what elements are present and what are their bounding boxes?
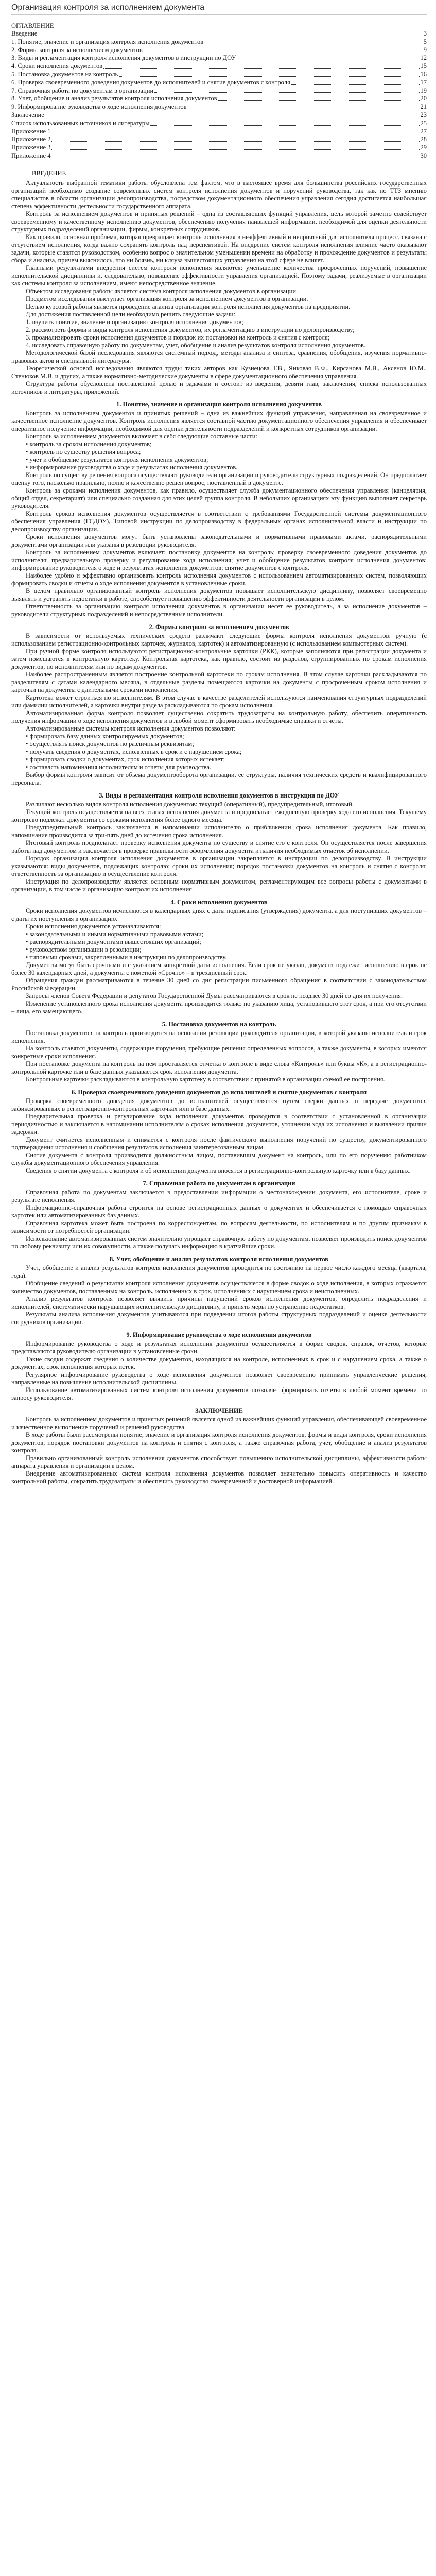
paragraph: Использование автоматизированных систем значительно упрощает справочную работу по документам, позволяет производить поиск документов по любому реквизиту или их совокупности, а также получать информацию в кратчайшие сроки. (11, 1234, 427, 1250)
paragraph: • распорядительными документами вышестоящих организаций; (26, 938, 201, 945)
section-heading: 7. Справочная работа по документам в организации (143, 1179, 295, 1187)
paragraph: Справочная картотека может быть построена по корреспондентам, по вопросам деятельности, по исполнителям и по другим признакам в зависимости от потребностей организации. (11, 1219, 427, 1234)
toc-item[interactable] (11, 120, 427, 128)
paragraph: 4. исследовать справочную работу по документам, учет, обобщение и анализ результатов контроля исполнения документов. (26, 341, 365, 349)
toc-item-label: 8. Учет, обобщение и анализ результатов контроля исполнения документов (11, 95, 217, 103)
toc-item-page: 3 (423, 30, 427, 37)
paragraph: Наиболее удобно и эффективно организовать контроль исполнения документов с использованием автоматизированных систем, позволяющих формировать сводки и отчеты о ходе исполнения документов в установленные сроки. (11, 571, 427, 587)
paragraph: В зависимости от используемых технических средств различают следующие формы контроля исполнения документов: ручную (с использованием регистрационно-контрольных карточек, журналов, картотек) и автоматизированную (с использованием компьютерных систем). (11, 632, 427, 647)
paragraph: • формировать сводки о документах, срок исполнения которых истекает; (26, 755, 225, 763)
paragraph: Главными результатами внедрения систем контроля исполнения являются: уменьшение количества просроченных поручений, повышение исполнительской дисциплины и, следовательно, повышение эффективности управления организацией. Поэтому задачи, реализуемые в организации как системы контроля за исполнением, имеют непосредственное значение. (11, 264, 427, 287)
toc-item-page: 12 (420, 54, 427, 62)
section-heading: 1. Понятие, значение и организация контроля исполнения документов (116, 400, 322, 408)
paragraph: Обобщение сведений о результатах контроля исполнения документов осуществляется в форме сводок о ходе исполнения, в которых отражается количество документов, поставленных на контроль, исполненных в срок, исполненных с нарушением срока и неисполненных. (11, 1279, 427, 1295)
paragraph: Картотека может строиться по исполнителям. В этом случае в качестве разделителей используются наименования структурных подразделений или фамилии исполнителей, а карточки внутри раздела раскладываются по срокам исполнения. (11, 693, 427, 709)
toc-item[interactable] (11, 71, 427, 79)
toc-item-page: 17 (420, 78, 427, 86)
toc-item-label: 4. Сроки исполнения документов (11, 62, 103, 70)
paragraph: • составлять напоминания исполнителям и отчеты для руководства. (26, 763, 212, 771)
toc-item[interactable] (11, 103, 427, 111)
paragraph: Различают несколько видов контроля исполнения документов: текущий (оперативный), предупредительный, итоговый. (26, 800, 354, 808)
section-heading: 3. Виды и регламентация контроля исполнения документов в инструкции по ДОУ (99, 791, 339, 799)
paragraph: Контроль за исполнением документов включает в себя следующие составные части: (26, 432, 257, 440)
paragraph: Информационно-справочная работа строится на основе регистрационных данных о документах и обеспечивается с помощью справочных картотек или автоматизированных баз данных. (11, 1204, 427, 1219)
paragraph: • контроль по существу решения вопроса; (26, 448, 141, 455)
paragraph: Контрольные карточки раскладываются в контрольную картотеку в соответствии с принятой в организации схемой ее построения. (26, 1075, 385, 1083)
paragraph: Предметом исследования выступает организация контроля за исполнением документов в организации. (26, 295, 308, 302)
paragraph: Сроки исполнения документов исчисляются в календарных днях с даты подписания (утверждения) документа, а для поступивших документов – с даты их поступления в организацию. (11, 907, 427, 922)
toc-item-label: Список использованных источников и литературы (11, 119, 150, 127)
paragraph: Контроль за исполнением документов и принятых решений – одна из важнейших функций управления, направленная на своевременное и качественное исполнение документов. Контроль исполнения является составной частью документационного обеспечения управления и обеспечивает оперативное получение информации, необходимой для оценки деятельности подразделений и конкретных сотрудников организации. (11, 409, 427, 432)
toc-item-page: 16 (420, 70, 427, 78)
paragraph: Постановка документов на контроль производится на основании резолюции руководителя организации, в которой указаны исполнитель и срок исполнения. (11, 1029, 427, 1044)
toc-item-label: 7. Справочная работа по документам в организации (11, 87, 154, 94)
paragraph: 2. рассмотреть формы и виды контроля исполнения документов, их регламентацию в инструкции по делопроизводству; (26, 326, 355, 333)
paragraph: В целом правильно организованный контроль исполнения документов повышает исполнительскую дисциплину, позволяет своевременно выявлять и устранять недостатки в работе, способствует повышению эффективности деятельности организации в целом. (11, 587, 427, 602)
paragraph: Сроки исполнения документов устанавливаются: (26, 922, 161, 930)
section-heading: 5. Постановка документов на контроль (162, 1020, 276, 1028)
paragraph: Для достижения поставленной цели необходимо решить следующие задачи: (26, 310, 235, 318)
section-heading: 8. Учет, обобщение и анализ результатов контроля исполнения документов (109, 1255, 329, 1263)
paragraph: Обращения граждан рассматриваются в течение 30 дней со дня регистрации письменного обращения в соответствии с законодательством Российской Федерации. (11, 976, 427, 992)
toc-item[interactable] (11, 87, 427, 95)
paragraph: Регулярное информирование руководства о ходе исполнения документов позволяет своевременно принимать управленческие решения, направленные на повышение исполнительской дисциплины. (11, 1370, 427, 1386)
paragraph: Учет, обобщение и анализ результатов контроля исполнения документов проводится по состоянию на первое число каждого месяца (квартала, года). (11, 1264, 427, 1279)
toc-item-label: Приложение 1 (11, 127, 51, 135)
paragraph: Анализ результатов контроля позволяет выявить причины нарушений сроков исполнения документов, определить подразделения и исполнителей, систематически нарушающих исполнительскую дисциплину, и принять меры по устранению недостатков. (11, 1295, 427, 1310)
toc-item[interactable] (11, 38, 427, 46)
toc-item[interactable] (11, 54, 427, 62)
paragraph: Предупредительный контроль заключается в напоминании исполнителю о приближении срока исполнения документа. Как правило, напоминание производится за три-пять дней до истечения срока исполнения. (11, 823, 427, 839)
toc-leader-dots (103, 68, 419, 69)
paragraph: Выбор формы контроля зависит от объема документооборота организации, ее структуры, наличия технических средств и квалифицированного персонала. (11, 771, 427, 786)
toc-item-label: Заключение (11, 111, 44, 118)
toc-item-page: 28 (420, 135, 427, 143)
paragraph: Сведения о снятии документа с контроля и об исполнении документа вносятся в регистрационно-контрольную карточку или в базу данных. (26, 1166, 411, 1174)
paragraph: Объектом исследования работы является система контроля исполнения документов в организации. (26, 287, 298, 295)
paragraph: Информирование руководства о ходе и результатах исполнения документов осуществляется в форме сводок, справок, отчетов, которые представляются руководителю организации в установленные сроки. (11, 1340, 427, 1355)
paragraph: Внедрение автоматизированных систем контроля исполнения документов позволяет значительно повысить оперативность и качество контрольной работы, сократить трудозатраты и обеспечить руководство своевременной и достоверной информацией. (11, 1469, 427, 1485)
toc-item[interactable] (11, 46, 427, 55)
toc-item-label: 5. Постановка документов на контроль (11, 70, 118, 78)
toc-item[interactable] (11, 95, 427, 103)
toc-item[interactable] (11, 144, 427, 152)
paragraph: Контроль сроков исполнения документов осуществляется в соответствии с требованиями Государственной системы документационного обеспечения управления (ГСДОУ), Типовой инструкции по делопроизводству в федеральных органах исполнительной власти и инструкции по делопроизводству организации. (11, 510, 427, 533)
toc-leader-dots (119, 76, 419, 77)
paragraph: Текущий контроль осуществляется на всех этапах исполнения документа и предполагает ежедневную проверку хода его исполнения. Текущему контролю подлежат документы со сроками исполнения более одного месяца. (11, 808, 427, 823)
paragraph: Снятие документа с контроля производится должностным лицом, поставившим документ на контроль, или по его поручению работником службы документационного обеспечения управления. (11, 1151, 427, 1166)
paragraph: Автоматизированная форма контроля позволяет существенно сократить трудозатраты на контрольную работу, обеспечить оперативность получения информации о ходе исполнения документов и в любой момент сформировать необходимые справки и отчеты. (11, 709, 427, 724)
paragraph: Использование автоматизированных систем контроля исполнения документов позволяет формировать отчеты в любой момент времени по запросу руководителя. (11, 1386, 427, 1401)
paragraph: Запросы членов Совета Федерации и депутатов Государственной Думы рассматриваются в срок не позднее 30 дней со дня их получения. (26, 992, 403, 999)
section-heading: 4. Сроки исполнения документов (170, 898, 268, 906)
toc-item-page: 15 (420, 62, 427, 70)
paragraph: Контроль за сроками исполнения документов, как правило, осуществляет служба документационного обеспечения управления (канцелярия, общий отдел, секретариат) или специально созданная для этих целей группа контроля. В небольших организациях эту функцию выполняет секретарь руководителя. (11, 486, 427, 510)
document-body (11, 401, 427, 1485)
paragraph: При постановке документа на контроль на нем проставляется отметка о контроле в виде слова «Контроль» или буквы «К», а в регистрационно-контрольной карточке или в базе данных указывается срок исполнения документа. (11, 1060, 427, 1075)
toc-item[interactable] (11, 79, 427, 87)
paragraph: Документ считается исполненным и снимается с контроля после фактического выполнения поручений по существу, документированного подтверждения исполнения и сообщения результатов исполнения заинтересованным лицам. (11, 1136, 427, 1151)
paragraph: Структура работы обусловлена поставленной целью и задачами и состоит из введения, девяти глав, заключения, списка использованных источников и литературы, приложений. (11, 380, 427, 395)
toc-item[interactable] (11, 111, 427, 120)
paragraph: Правильно организованный контроль исполнения документов способствует повышению исполнительской дисциплины, эффективности работы аппарата управления и организации в целом. (11, 1454, 427, 1469)
toc-item-label: 2. Формы контроля за исполнением документов (11, 46, 143, 54)
paragraph: В ходе работы были рассмотрены понятие, значение и организация контроля исполнения документов, формы и виды контроля, сроки исполнения документов, порядок постановки документов на контроль и снятия с контроля, а также справочная работа, учет, обобщение и анализ результатов контроля. (11, 1431, 427, 1454)
toc-leader-dots (150, 125, 419, 126)
paragraph: Методологической базой исследования являются системный подход, методы анализа и синтеза, сравнения, обобщения, изучения нормативно-правовых актов и специальной литературы. (11, 349, 427, 364)
intro-heading: ВВЕДЕНИЕ (32, 169, 66, 177)
toc-heading: ОГЛАВЛЕНИЕ (11, 22, 54, 29)
paragraph: • осуществлять поиск документов по различным реквизитам; (26, 740, 194, 748)
toc-item-label: 9. Информирование руководства о ходе исполнения документов (11, 103, 187, 111)
paragraph: Предварительная проверка и регулирование хода исполнения документов проводится в соответствии с установленной в организации периодичностью и заключается в напоминании исполнителям о сроках исполнения документов, уточнении хода их исполнения и выявлении причин задержки. (11, 1112, 427, 1136)
paragraph: Документы могут быть срочными и с указанием конкретной даты исполнения. Если срок не указан, документ подлежит исполнению в срок не более 30 календарных дней, а документы с пометкой «Срочно» – в трехдневный срок. (11, 961, 427, 976)
paragraph: Изменение установленного срока исполнения документа производится только по указанию лица, установившего этот срок, а при его отсутствии – лица, его замещающего. (11, 999, 427, 1015)
intro-body (11, 179, 427, 396)
paragraph: Автоматизированные системы контроля исполнения документов позволяют: (26, 724, 236, 732)
toc-item[interactable] (11, 128, 427, 136)
paragraph: Результаты анализа исполнения документов учитываются при подведении итогов работы структурных подразделений и оценке деятельности сотрудников организации. (11, 1310, 427, 1326)
toc-leader-dots (218, 100, 420, 101)
paragraph: • законодательными и иными нормативными правовыми актами; (26, 930, 204, 938)
toc-item-page: 30 (420, 151, 427, 159)
toc-leader-dots (291, 84, 420, 85)
paragraph: Инструкция по делопроизводству является основным нормативным документом, регламентирующим все вопросы работы с документами в организации, в том числе и организацию контроля их исполнения. (11, 877, 427, 893)
paragraph: При ручной форме контроля используются регистрационно-контрольные карточки (РКК), которые заполняются при регистрации документа и затем помещаются в контрольную картотеку. Контрольная картотека, как правило, состоит из разделов, сгруппированных по срокам исполнения документов, по исполнителям или по видам документов. (11, 647, 427, 670)
toc-item-label: Приложение 2 (11, 135, 51, 143)
toc-item-page: 21 (420, 103, 427, 111)
toc-item[interactable] (11, 135, 427, 144)
page-title: Организация контроля за исполнением документа (11, 0, 427, 15)
paragraph: Контроль за исполнением документов и принятых решений является одной из важнейших функций управления, обеспечивающей своевременное и качественное выполнение поручений и решений руководства. (11, 1415, 427, 1431)
section-heading: 9. Информирование руководства о ходе исполнения документов (126, 1331, 312, 1338)
paragraph: Контроль за исполнением документов и принятых решений – одна из составляющих функций управления, цель которой заметно содействует своевременному и качественному исполнению документов, обеспечению получения наивысшей информации, необходимой для оценки деятельности структурных подразделений организации, фирмы, конкретных сотрудников. (11, 210, 427, 233)
toc-item[interactable] (11, 62, 427, 71)
paragraph: 1. изучить понятие, значение и организацию контроля исполнения документов; (26, 318, 243, 326)
toc-item-page: 20 (420, 95, 427, 103)
toc-item[interactable] (11, 30, 427, 38)
toc-item-label: Введение (11, 30, 38, 37)
toc-leader-dots (154, 92, 419, 93)
paragraph: • контроль за сроком исполнения документов; (26, 440, 152, 448)
paragraph: 3. проанализировать сроки исполнения документов и порядок их постановки на контроль и снятия с контроля; (26, 333, 330, 341)
paragraph: • получать сведения о документах, исполненных в срок и с нарушением срока; (26, 748, 242, 755)
paragraph: • руководством организации в резолюции; (26, 945, 142, 953)
section-heading: 2. Формы контроля за исполнением документов (149, 623, 289, 631)
paragraph: Как правило, основная проблема, которая превращает контроль исполнения в неэффективный и неприятный для исполнителя процесс, связана с отсутствием исполнения, когда важно сохранять контроль над перспективой. На внедрение систем контроля исполнения влияние часто оказывают задачи, которые ставятся руководством, особенно вопрос о значительном уменьшении времени на обработку и прохождение документов и результаты сбора и анализа, причем выяснилось, что ни боязнь, ни кляуза вышестоящих управления на этой сфере не влияет. (11, 233, 427, 264)
paragraph: Порядок организации контроля исполнения документов в организации закрепляется в инструкции по делопроизводству. В инструкции указываются: виды документов, подлежащих контролю; сроки их исполнения; порядок постановки документов на контроль и снятия с контроля; ответственность за организацию и осуществление контроля. (11, 854, 427, 877)
paragraph: Теоретической основой исследования являются труды таких авторов как Кузнецова Т.В., Янковая В.Ф., Кирсанова М.В., Аксенов Ю.М., Стенюков М.В. и других, а также нормативно-методические документы в сфере документационного обеспечения управления. (11, 364, 427, 380)
toc-item-label: Приложение 4 (11, 151, 51, 159)
table-of-contents (11, 30, 427, 160)
section-heading: 6. Проверка своевременного доведения документов до исполнителей и снятие документов с контроля (71, 1088, 367, 1096)
toc-item-page: 27 (420, 127, 427, 135)
toc-item-page: 9 (423, 46, 427, 54)
paragraph: Целью курсовой работы является проведение анализа организации контроля исполнения документов на предприятии. (26, 302, 351, 310)
paragraph: Наиболее распространенным является построение контрольной картотеки по срокам исполнения. В этом случае карточки раскладываются по разделителям с датами календарного месяца, в отдельные разделы помещаются карточки на документы с просроченным сроком исполнения и карточки на документы с длительными сроками исполнения. (11, 670, 427, 693)
paragraph: • формировать базу данных контролируемых документов; (26, 732, 184, 740)
paragraph: Проверка своевременного доведения документов до исполнителей осуществляется путем сверки данных о передаче документов, зафиксированных в регистрационно-контрольных карточках или в базе данных. (11, 1097, 427, 1112)
paragraph: • учет и обобщение результатов контроля исполнения документов; (26, 455, 208, 463)
toc-item-page: 29 (420, 144, 427, 151)
toc-item-label: Приложение 3 (11, 144, 51, 151)
section-heading: ЗАКЛЮЧЕНИЕ (195, 1406, 243, 1414)
paragraph: Такие сводки содержат сведения о количестве документов, находящихся на контроле, исполненных в срок и с нарушением срока, а также о документах, срок исполнения которых истек. (11, 1355, 427, 1370)
paragraph: Справочная работа по документам заключается в предоставлении информации о местонахождении документа, его исполнителе, сроке и результате исполнения. (11, 1188, 427, 1204)
paragraph: • типовыми сроками, закрепленными в инструкции по делопроизводству. (26, 953, 227, 961)
paragraph: Контроль по существу решения вопроса осуществляют руководители организации и руководители структурных подразделений. Он предполагает оценку того, насколько правильно, полно и качественно решен вопрос, поставленный в документе. (11, 471, 427, 486)
toc-item-page: 5 (423, 38, 427, 45)
toc-item-label: 1. Понятие, значение и организация контроля исполнения документов (11, 38, 204, 45)
toc-item-label: 3. Виды и регламентация контроля исполнения документов в инструкции по ДОУ (11, 54, 236, 62)
paragraph: Итоговый контроль предполагает проверку исполнения документа по существу и снятие его с контроля. Он осуществляется после завершения работы над документом и заключается в проверке правильности оформления документа и наличия необходимых отметок об исполнении. (11, 839, 427, 854)
paragraph: Контроль за исполнением документов включает: постановку документов на контроль; проверку своевременного доведения документов до исполнителя; предварительную проверку и регулирование хода исполнения; учет и обобщение результатов контроля исполнения документов; информирование руководителя о ходе и результатах исполнения документов; снятие документов с контроля. (11, 548, 427, 571)
paragraph: • информирование руководства о ходе и результатах исполнения документов. (26, 463, 238, 471)
paragraph: Актуальность выбранной тематики работы обусловлена тем фактом, что в настоящее время для большинства российских государственных организаций необходимо создание современных систем контроля исполнения документов и поручений руководства, так как по ТТЗ мнению специалистов в области организации делопроизводства, посредством документационного обеспечения управления сегодня достигается наибольшая степень эффективности деятельности государственного аппарата. (11, 179, 427, 210)
toc-item-page: 19 (420, 87, 427, 94)
toc-leader-dots (51, 141, 419, 142)
toc-item[interactable] (11, 152, 427, 160)
paragraph: На контроль ставятся документы, содержащие поручения, требующие решения определенных вопросов, а также документы, в которых имеются конкретные сроки исполнения. (11, 1044, 427, 1060)
toc-item-label: 6. Проверка своевременного доведения документов до исполнителей и снятие документов с контроля (11, 78, 290, 86)
toc-item-page: 23 (420, 111, 427, 118)
paragraph: Сроки исполнения документов могут быть установлены законодательными и нормативными правовыми актами, распорядительными документами организации или указаны в резолюции руководителя. (11, 533, 427, 548)
paragraph: Ответственность за организацию контроля исполнения документов в организации несет ее руководитель, а за исполнение документов – руководители структурных подразделений и непосредственные исполнители. (11, 602, 427, 618)
toc-item-page: 25 (420, 119, 427, 127)
toc-leader-dots (51, 149, 419, 150)
